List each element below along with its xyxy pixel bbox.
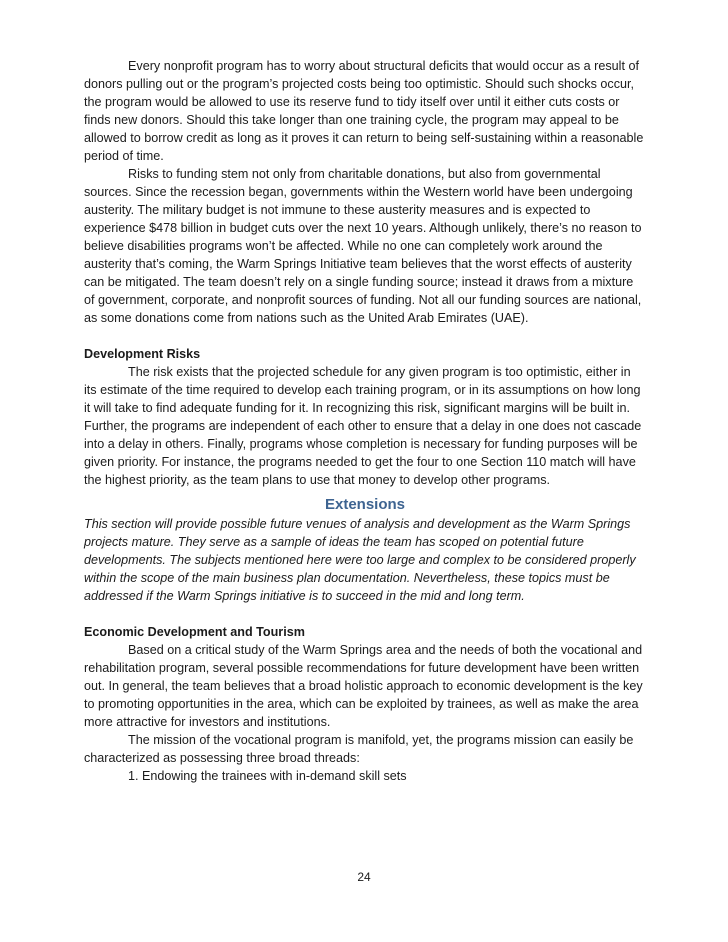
page-content (84, 57, 646, 785)
paragraph-development-risks: The risk exists that the projected schedule for any given program is too optimistic, either in its estimate of the time required to develop each training program, or in its assumptions on how long it will take to find adequate funding for it. In recognizing this risk, significant margins will be built in. Further, the programs are independent of each other to ensure that a delay in one does not cascade into a delay in others. Finally, programs whose completion is necessary for funding purposes will be given priority. For instance, the programs needed to get the four to one Section 110 match will have the highest priority, as the team plans to use that money to develop other programs. (84, 365, 642, 487)
paragraph-structural-deficits: Every nonprofit program has to worry about structural deficits that would occur as a result of donors pulling out or the program’s projected costs being too optimistic. Should such shocks occur, the program would be allowed to use its reserve fund to tidy itself over until it either cuts costs or finds new donors. Should this take longer than one training cycle, the program may appeal to be allowed to borrow credit as long as it proves it can return to being self-sustaining within a reasonable period of time. (84, 59, 644, 163)
spacer (84, 327, 646, 345)
heading-economic-development: Economic Development and Tourism (84, 625, 305, 639)
paragraph-funding-risks: Risks to funding stem not only from charitable donations, but also from governmental sources. Since the recession began, governments within the Western world have been undergoing austerity. The military budget is not immune to these austerity measures and is expected to experience $478 billion in budget cuts over the next 10 years. Although unlikely, there’s no reason to believe disabilities programs won’t be affected. While no one can completely work around the austerity that’s coming, the Warm Springs Initiative team believes that the worst effects of austerity can be mitigated. The team doesn’t rely on a single funding source; instead it draws from a mixture of government, corporate, and nonprofit sources of funding. Not all our funding sources are national, as some donations come from nations such as the United Arab Emirates (UAE). (84, 167, 642, 325)
paragraph-extensions-intro: This section will provide possible future venues of analysis and development as the Warm Springs projects mature. They serve as a sample of ideas the team has scoped on potential future developments. The subjects mentioned here were too large and complex to be considered properly within the scope of the main business plan documentation. Nevertheless, these topics must be addressed if the Warm Springs initiative is to succeed in the mid and long term. (84, 517, 636, 603)
page-number: 24 (357, 870, 371, 884)
paragraph-vocational-mission: The mission of the vocational program is manifold, yet, the programs mission can easily be characterized as possessing three broad threads: (84, 733, 634, 765)
list-item-1: 1. Endowing the trainees with in-demand skill sets (128, 769, 407, 783)
heading-extensions: Extensions (324, 496, 406, 513)
heading-development-risks: Development Risks (84, 347, 201, 361)
paragraph-economic-development: Based on a critical study of the Warm Springs area and the needs of both the vocational and rehabilitation program, several possible recommendations for future development have been written out. In general, the team believes that a broad holistic approach to economic development is the key to promoting opportunities in the area, which can be exploited by trainees, as well as make the area more attractive for investors and institutions. (84, 643, 643, 729)
spacer (84, 605, 646, 623)
